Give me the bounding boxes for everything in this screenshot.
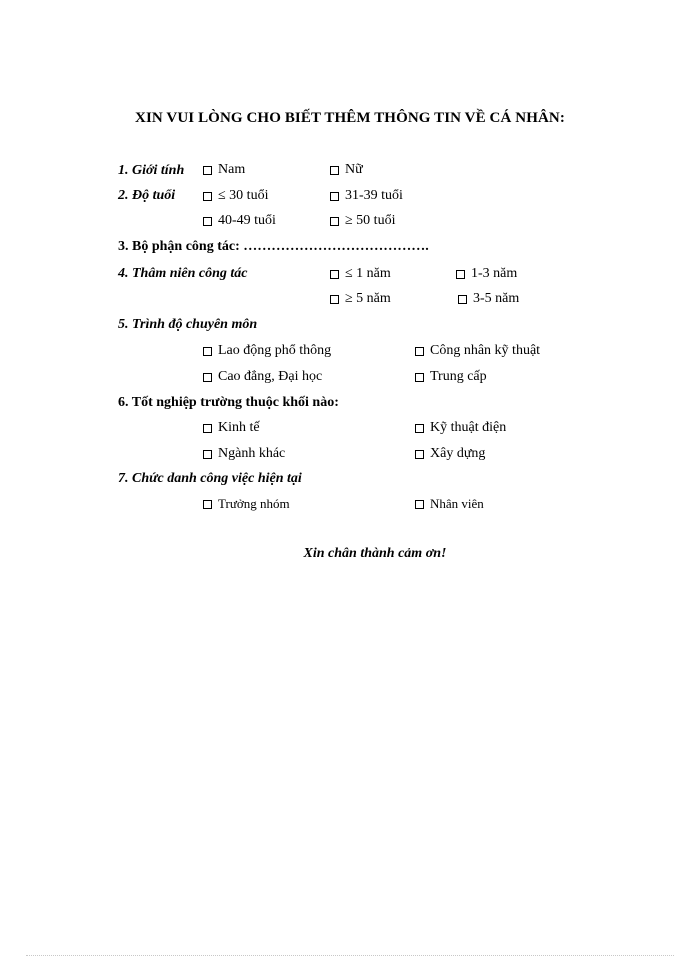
option-field-economics[interactable] [203, 419, 260, 437]
option-field-electrical[interactable] [415, 419, 506, 437]
checkbox-icon[interactable] [203, 166, 212, 175]
option-label: Công nhân kỹ thuật [430, 343, 541, 358]
question-seniority: 4. Thâm niên công tác [118, 266, 248, 281]
checkbox-icon[interactable] [203, 500, 212, 509]
option-seniority-3-5[interactable] [458, 290, 519, 308]
question-field-of-study: 6. Tốt nghiệp trường thuộc khối nào: [118, 395, 339, 410]
option-label: ≤ 1 năm [345, 266, 391, 281]
question-job-title: 7. Chức danh công việc hiện tại [118, 471, 302, 486]
checkbox-icon[interactable] [415, 424, 424, 433]
question-department[interactable]: 3. Bộ phận công tác: …………………………………. [118, 239, 429, 254]
checkbox-icon[interactable] [203, 373, 212, 382]
option-gender-female[interactable] [330, 161, 363, 179]
option-label: Lao động phổ thông [218, 343, 332, 358]
option-label: Trung cấp [430, 369, 487, 384]
checkbox-icon[interactable] [415, 500, 424, 509]
checkbox-icon[interactable] [415, 450, 424, 459]
question-gender: 1. Giới tính [118, 163, 185, 178]
checkbox-icon[interactable] [330, 270, 339, 279]
option-label: ≥ 50 tuổi [345, 213, 396, 228]
checkbox-icon[interactable] [456, 270, 465, 279]
checkbox-icon[interactable] [330, 217, 339, 226]
checkbox-icon[interactable] [203, 217, 212, 226]
option-label: 1-3 năm [471, 266, 518, 281]
option-label: Ngành khác [218, 446, 286, 461]
checkbox-icon[interactable] [415, 347, 424, 356]
option-label: Trưởng nhóm [218, 496, 290, 511]
option-label: ≤ 30 tuổi [218, 188, 269, 203]
option-gender-male[interactable] [203, 161, 245, 179]
option-field-other[interactable] [203, 445, 285, 463]
option-age-over-50[interactable] [330, 212, 395, 230]
checkbox-icon[interactable] [330, 166, 339, 175]
option-seniority-1-3[interactable] [456, 265, 517, 283]
option-label: Nhân viên [430, 496, 484, 511]
option-qual-technical-worker[interactable] [415, 342, 540, 360]
checkbox-icon[interactable] [330, 295, 339, 304]
checkbox-icon[interactable] [203, 450, 212, 459]
checkbox-icon[interactable] [330, 192, 339, 201]
option-label: Nam [218, 162, 246, 177]
option-job-staff[interactable] [415, 495, 484, 513]
option-label: Kinh tế [218, 420, 260, 435]
option-seniority-over-5[interactable] [330, 290, 391, 308]
option-field-construction[interactable] [415, 445, 485, 463]
question-qualification: 5. Trình độ chuyên môn [118, 317, 258, 332]
question-age: 2. Độ tuổi [118, 188, 176, 203]
form-title: XIN VUI LÒNG CHO BIẾT THÊM THÔNG TIN VỀ CÁ NHÂN: [135, 110, 565, 126]
option-seniority-under-1[interactable] [330, 265, 391, 283]
option-age-31-39[interactable] [330, 187, 403, 205]
option-qual-college-university[interactable] [203, 368, 322, 386]
checkbox-icon[interactable] [203, 424, 212, 433]
option-label: Kỹ thuật điện [430, 420, 507, 435]
page-divider [26, 955, 674, 956]
option-qual-general-labor[interactable] [203, 342, 331, 360]
closing-thanks: Xin chân thành cảm ơn! [303, 546, 447, 561]
option-label: 3-5 năm [473, 291, 520, 306]
option-label: ≥ 5 năm [345, 291, 391, 306]
option-label: Xây dựng [430, 446, 486, 461]
checkbox-icon[interactable] [458, 295, 467, 304]
option-job-team-leader[interactable] [203, 495, 290, 513]
option-label: 40-49 tuổi [218, 213, 276, 228]
option-age-under-30[interactable] [203, 187, 268, 205]
option-label: Cao đẳng, Đại học [218, 369, 323, 384]
option-label: Nữ [345, 162, 363, 177]
option-qual-intermediate[interactable] [415, 368, 487, 386]
checkbox-icon[interactable] [203, 192, 212, 201]
checkbox-icon[interactable] [415, 373, 424, 382]
checkbox-icon[interactable] [203, 347, 212, 356]
option-age-40-49[interactable] [203, 212, 276, 230]
option-label: 31-39 tuổi [345, 188, 403, 203]
